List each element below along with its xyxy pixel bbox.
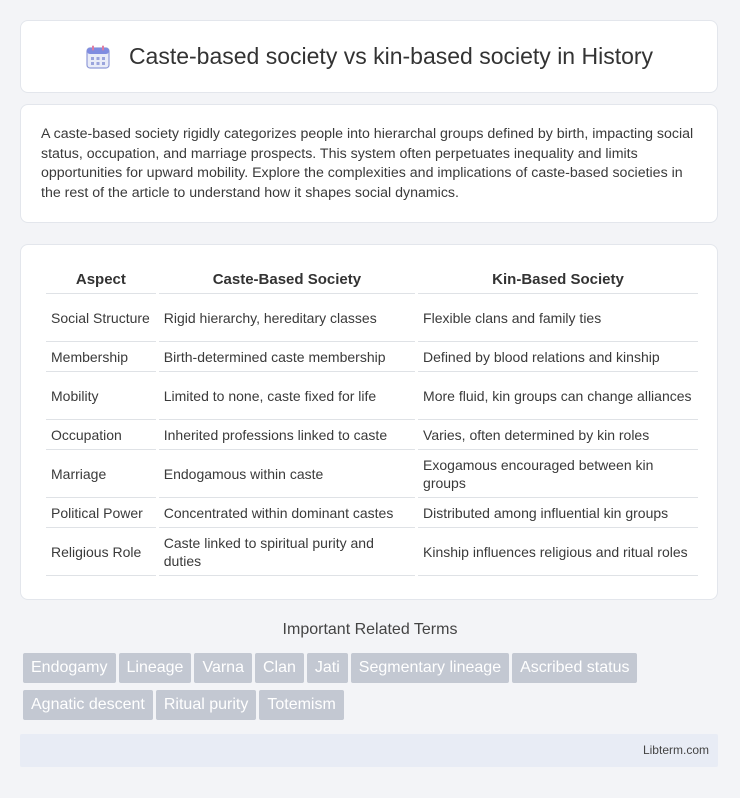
calendar-icon: [85, 44, 111, 70]
table-cell: Birth-determined caste membership: [159, 342, 415, 372]
table-cell: Rigid hierarchy, hereditary classes: [159, 294, 415, 342]
table-row: [46, 528, 698, 576]
header-kin: Kin-Based Society: [418, 263, 698, 294]
table-row: [46, 294, 698, 342]
title-card: [20, 20, 718, 93]
term-tag[interactable]: Jati: [307, 653, 348, 683]
term-tag[interactable]: Endogamy: [23, 653, 116, 683]
table-cell: More fluid, kin groups can change alliances: [418, 372, 698, 420]
header-caste: Caste-Based Society: [159, 263, 415, 294]
table-row: [46, 450, 698, 498]
table-cell: Limited to none, caste fixed for life: [159, 372, 415, 420]
comparison-card: [20, 244, 718, 600]
term-tag[interactable]: Totemism: [259, 690, 343, 720]
table-cell: Occupation: [46, 420, 156, 450]
related-terms-title: Important Related Terms: [282, 621, 458, 638]
header-aspect: Aspect: [46, 263, 156, 294]
table-row: [46, 342, 698, 372]
term-tag[interactable]: Segmentary lineage: [351, 653, 509, 683]
table-row: [46, 420, 698, 450]
table-cell: Inherited professions linked to caste: [159, 420, 415, 450]
site-link[interactable]: Libterm.com: [642, 743, 709, 757]
term-tag[interactable]: Clan: [255, 653, 304, 683]
footer: [20, 734, 718, 767]
term-tag[interactable]: Varna: [194, 653, 252, 683]
table-cell: Distributed among influential kin groups: [418, 498, 698, 528]
table-cell: Social Structure: [46, 294, 156, 342]
related-terms-list: [23, 653, 723, 727]
term-tag[interactable]: Ritual purity: [156, 690, 256, 720]
comparison-table: [43, 263, 701, 576]
intro-text: A caste-based society rigidly categorizes people into hierarchal groups defined by birth, impacting social status, occupation, and marriage prospects. This system often perpetuates inequality and limits opportunities for upward mobility. Explore the complexities and implications of caste-based societies in the rest of the article to understand how it shapes social dynamics.: [41, 126, 694, 201]
table-cell: Endogamous within caste: [159, 450, 415, 498]
table-cell: Marriage: [46, 450, 156, 498]
table-cell: Kinship influences religious and ritual roles: [418, 528, 698, 576]
term-tag[interactable]: Ascribed status: [512, 653, 637, 683]
table-cell: Political Power: [46, 498, 156, 528]
term-tag[interactable]: Lineage: [119, 653, 192, 683]
table-cell: Mobility: [46, 372, 156, 420]
term-tag[interactable]: Agnatic descent: [23, 690, 153, 720]
table-cell: Membership: [46, 342, 156, 372]
table-cell: Caste linked to spiritual purity and duties: [159, 528, 415, 576]
table-cell: Religious Role: [46, 528, 156, 576]
table-cell: Defined by blood relations and kinship: [418, 342, 698, 372]
intro-card: [20, 104, 718, 223]
page-title: Caste-based society vs kin-based society in History: [128, 43, 654, 69]
table-row: [46, 372, 698, 420]
table-cell: Varies, often determined by kin roles: [418, 420, 698, 450]
table-cell: Exogamous encouraged between kin groups: [418, 450, 698, 498]
table-cell: Flexible clans and family ties: [418, 294, 698, 342]
table-cell: Concentrated within dominant castes: [159, 498, 415, 528]
table-row: [46, 498, 698, 528]
